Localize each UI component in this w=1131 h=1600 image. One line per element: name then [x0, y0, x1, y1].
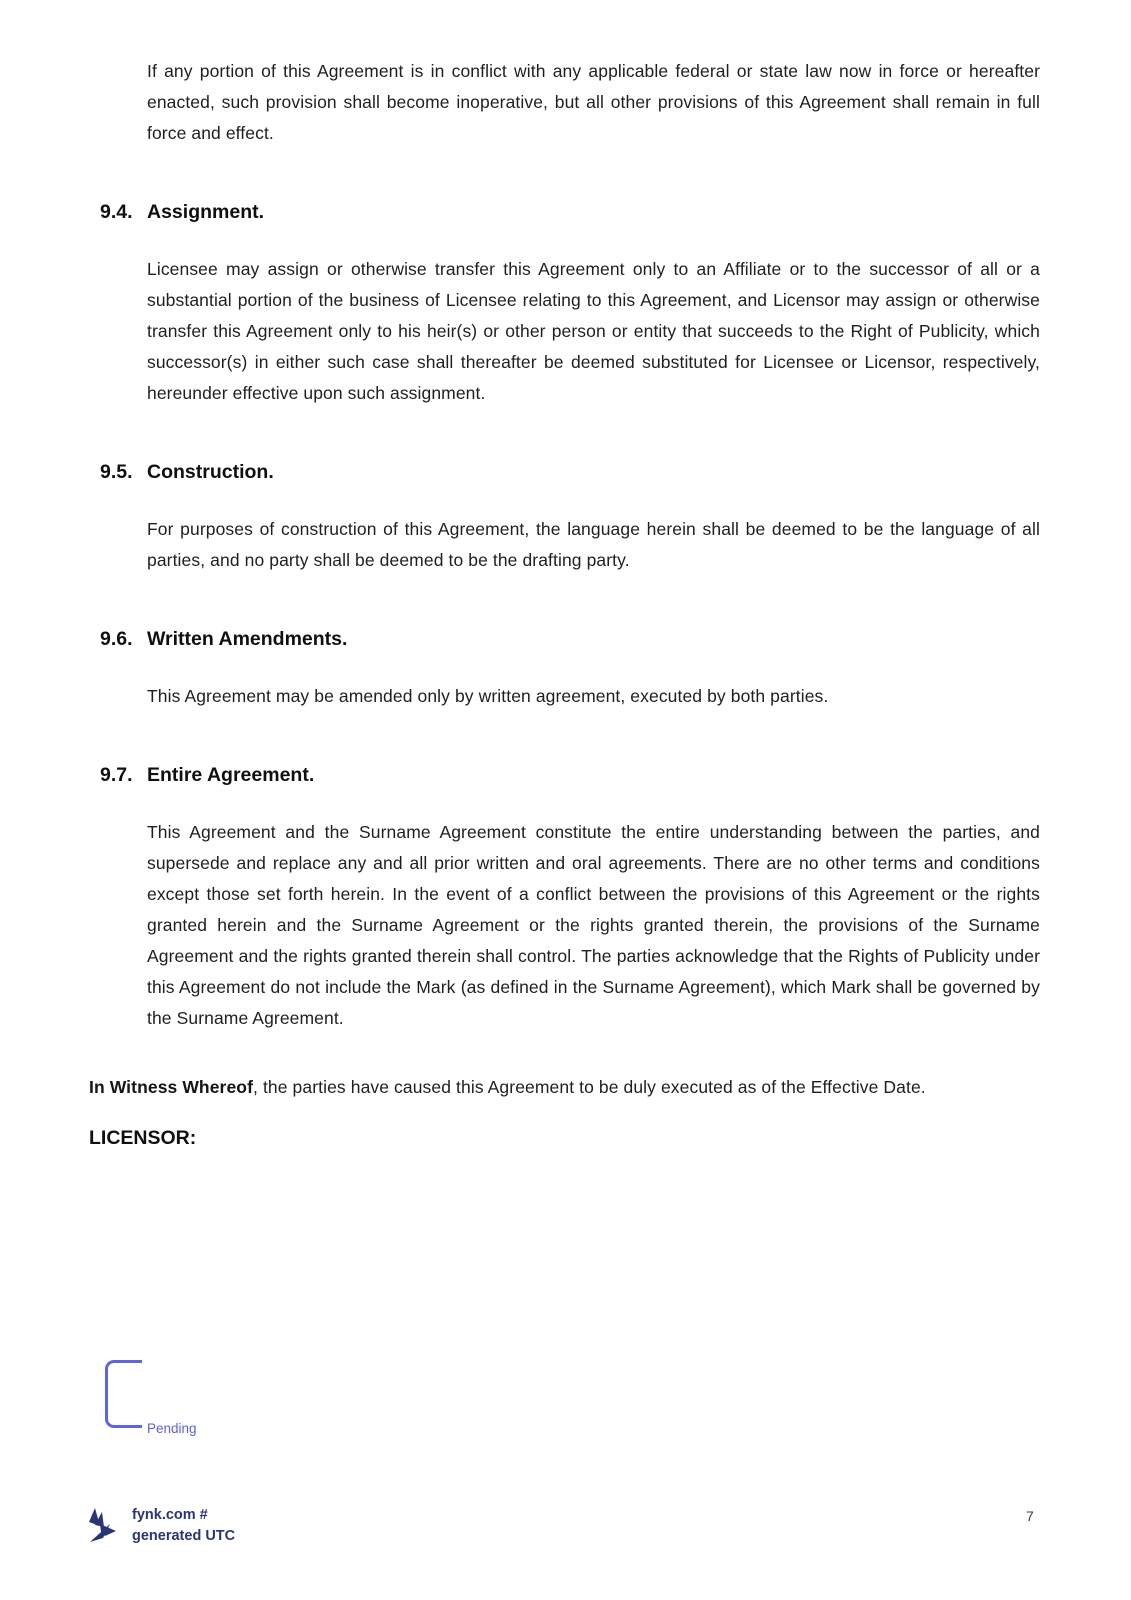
footer-text [132, 1505, 235, 1547]
fynk-origami-bird-icon [89, 1508, 117, 1544]
witness-bold-lead: In Witness Whereof [89, 1077, 254, 1097]
page-number: 7 [1026, 1508, 1034, 1524]
section-assignment [89, 199, 1040, 409]
section-number: 9.4. [100, 201, 133, 223]
section-heading [89, 459, 1040, 485]
section-title: Entire Agreement. [147, 764, 315, 786]
section-heading [89, 762, 1040, 788]
section-heading [89, 199, 1040, 225]
section-heading [89, 626, 1040, 652]
signature-status-badge[interactable]: Pending [147, 1421, 197, 1436]
document-content [89, 0, 1040, 1154]
section-body: This Agreement may be amended only by written agreement, executed by both parties. [147, 686, 829, 706]
section-number: 9.7. [100, 764, 133, 786]
section-written-amendments [89, 626, 1040, 712]
section-entire-agreement [89, 762, 1040, 1034]
intro-paragraph: If any portion of this Agreement is in conflict with any applicable federal or state law now in force or hereafter enacted, such provision shall become inoperative, but all other provisions of this Agreement shall remain in full force and effect. [147, 61, 1040, 143]
footer-line-1: fynk.com # [132, 1507, 208, 1523]
section-number: 9.5. [100, 461, 133, 483]
page-footer [89, 1505, 235, 1547]
footer-line-2: generated UTC [132, 1528, 236, 1544]
section-number: 9.6. [100, 628, 133, 650]
section-title: Assignment. [147, 201, 265, 223]
section-title: Construction. [147, 461, 274, 483]
section-title: Written Amendments. [147, 628, 348, 650]
section-body: For purposes of construction of this Agreement, the language herein shall be deemed to be the language of all parties, and no party shall be deemed to be the drafting party. [147, 519, 1040, 570]
witness-paragraph [89, 1072, 1040, 1103]
witness-rest: , the parties have caused this Agreement to be duly executed as of the Effective Date. [253, 1077, 926, 1097]
section-body: This Agreement and the Surname Agreement constitute the entire understanding between the parties, and supersede and replace any and all prior written and oral agreements. There are no other terms and conditions except those set forth herein. In the event of a conflict between the provisions of this Agreement or the rights granted herein and the Surname Agreement or the rights granted therein, the provisions of the Surname Agreement and the rights granted therein shall control. The parties acknowledge that the Rights of Publicity under this Agreement do not include the Mark (as defined in the Surname Agreement), which Mark shall be governed by the Surname Agreement. [147, 822, 1040, 1028]
signature-field-bracket[interactable] [105, 1360, 142, 1428]
section-body: Licensee may assign or otherwise transfer this Agreement only to an Affiliate or to the successor of all or a substantial portion of the business of Licensee relating to this Agreement, and Licensor may assign or otherwise transfer this Agreement only to his heir(s) or other person or entity that succeeds to the Right of Publicity, which successor(s) in either such case shall thereafter be deemed substituted for Licensee or Licensor, respectively, hereunder effective upon such assignment. [147, 259, 1040, 403]
section-construction [89, 459, 1040, 576]
licensor-label: LICENSOR: [89, 1127, 197, 1149]
